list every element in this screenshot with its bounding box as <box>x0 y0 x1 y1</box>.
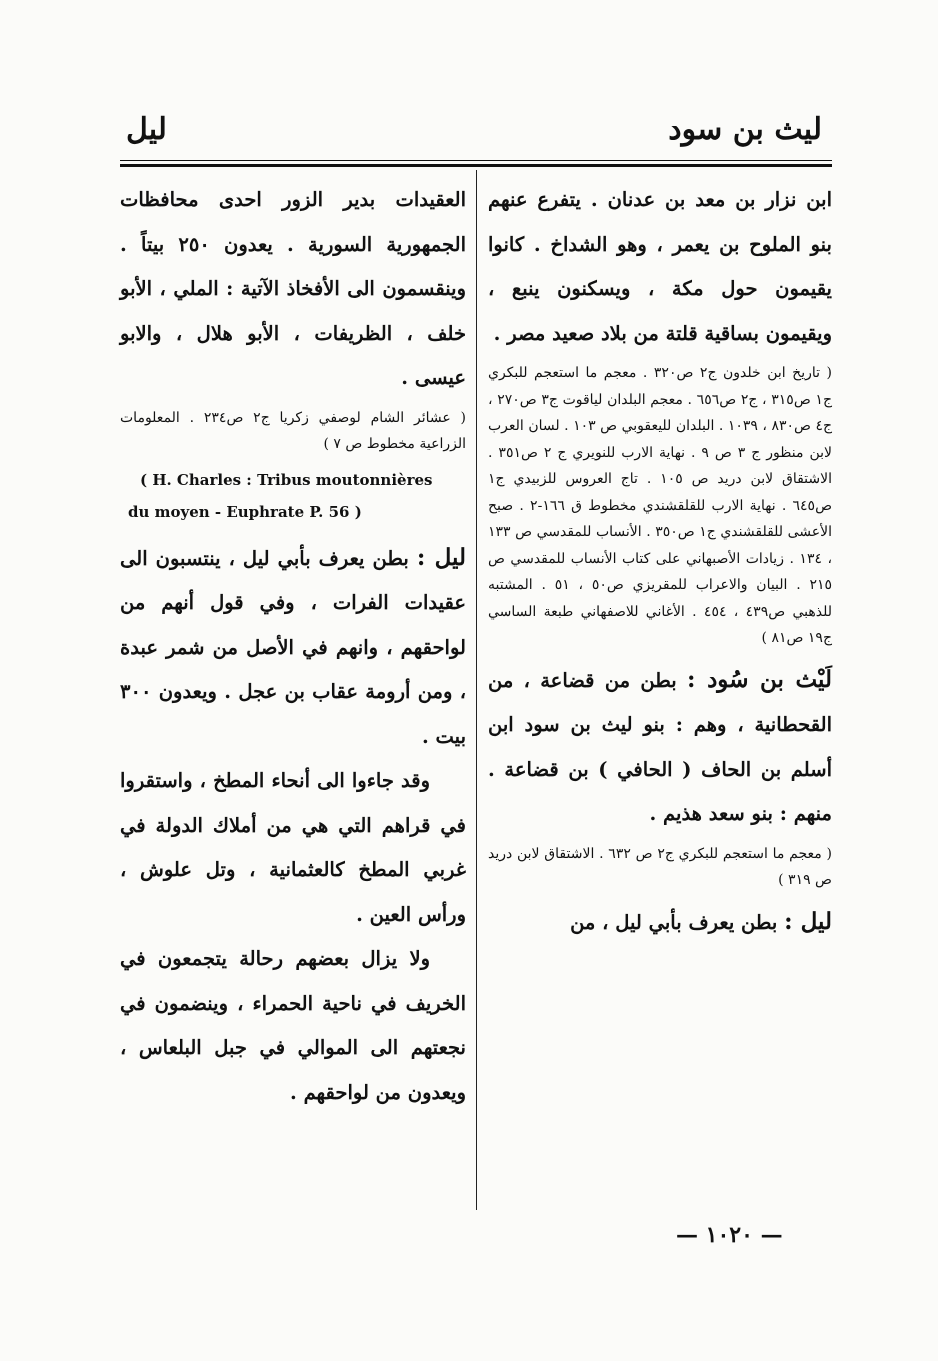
left-reference-latin <box>120 464 466 528</box>
header-rule-thick <box>120 164 832 167</box>
left-paragraph-1: العقيدات بدير الزور احدى محافظات الجمهورية السورية . يعدون ٢٥٠ بيتاً . وينقسمون الى الأفخاذ الآتية : الملي ، الأبو خلف ، الظريفات ، الأبو هلال ، والابو عيسى . <box>120 188 466 389</box>
left-entry <box>120 536 466 760</box>
header-right-title: ليث بن سود <box>668 112 822 147</box>
column-divider <box>476 170 477 1210</box>
right-paragraph-1: ابن نزار بن معد بن عدنان . يتفرع عنهم بنو الملوح بن يعمر ، وهو الشداخ . كانوا يقيمون حول مكة ، ويسكنون ينبع ، ويقيمون بساقية قلتة من بلاد صعيد مصر . <box>488 188 832 345</box>
right-entry-3 <box>488 900 832 946</box>
header-rule-thin <box>120 160 832 161</box>
latin-ref-line-2: du moyen - Euphrate P. 56 ) <box>128 502 362 521</box>
entry-text: بطن من قضاعة ، من القحطانية ، وهم : بنو ليث بن سود ابن أسلم بن الحاف ( الحافي ) بن قضاعة . منهم : بنو سعد هذيم . <box>488 668 832 825</box>
header-left-title: ليل <box>126 112 167 147</box>
entry-text: بطن يعرف بأبي ليل ، ينتسبون الى عقيدات الفرات ، وفي قول أنهم من لواحقهم ، وانهم في الأصل من شمر عبدة ، ومن أرومة عقاب بن عجل . ويعدون ٣٠٠ بيت . <box>120 546 466 748</box>
entry-title: ليل : <box>784 907 832 935</box>
entry-title: ليل : <box>416 543 466 571</box>
left-column <box>120 178 466 1115</box>
entry-title: لَيْث بن سُود : <box>687 665 832 693</box>
right-column <box>488 178 832 945</box>
right-entry-2 <box>488 658 832 837</box>
page-number: — ١٠٢٠ — <box>676 1222 783 1248</box>
left-reference-1: ( عشائر الشام لوصفي زكريا ج٢ ص٢٣٤ . المعلومات الزراعية مخطوط ص ٧ ) <box>120 409 466 452</box>
entry-text: بطن يعرف بأبي ليل ، من <box>570 910 778 934</box>
left-paragraph-2: وقد جاءوا الى أنحاء المطخ ، واستقروا في قراهم التي هي من أملاك الدولة في غربي المطخ كالعثمانية ، وتل علوش ، ورأس العين . <box>120 769 466 926</box>
left-paragraph-3: ولا يزال بعضهم رحالة يتجمعون في الخريف في ناحية الحمراء ، وينضمون في نجعتهم الى الموالي في جبل البلعاس ، ويعدون من لواحقهم . <box>120 947 466 1104</box>
right-reference-2: ( معجم ما استعجم للبكري ج٢ ص ٦٣٢ . الاشتقاق لابن دريد ص ٣١٩ ) <box>488 845 832 888</box>
latin-ref-line-1: ( H. Charles : Tribus moutonnières <box>140 470 433 489</box>
right-reference-1: ( تاريخ ابن خلدون ج٢ ص٣٢٠ . معجم ما استعجم للبكري ج١ ص٣١٥ ، ج٢ ص٦٥٦ . معجم البلدان لياقوت ج٣ ص٢٧٠ ، ج٤ ص٨٣٠ ، ١٠٣٩ . البلدان لليعقوبي ص ١٠٣ . لسان العرب لابن منظور ج ٣ ص ٩ . نهاية الارب للنويري ج ٢ ص٣٥١ . الاشتقاق لابن دريد ص ١٠٥ . تاج العروس للزبيدي ج١ ص٦٤٥ . نهاية الارب للقلقشندي مخطوط ق ١٦٦-٢ . صبح الأعشى للقلقشندي ج١ ص٣٥٠ . الأنساب للمقدسي ص ١٣٣ ، ١٣٤ . زيادات الأصبهاني على كتاب الأنساب للمقدسي ص ٢١٥ . البيان والاعراب للمقريزي ص٥٠ ، ٥١ . المشتبه للذهبي ص٤٣٩ ، ٤٥٤ . الأغاني للاصفهاني طبعة الساسي ج١٩ ص٨١ ) <box>488 365 833 646</box>
